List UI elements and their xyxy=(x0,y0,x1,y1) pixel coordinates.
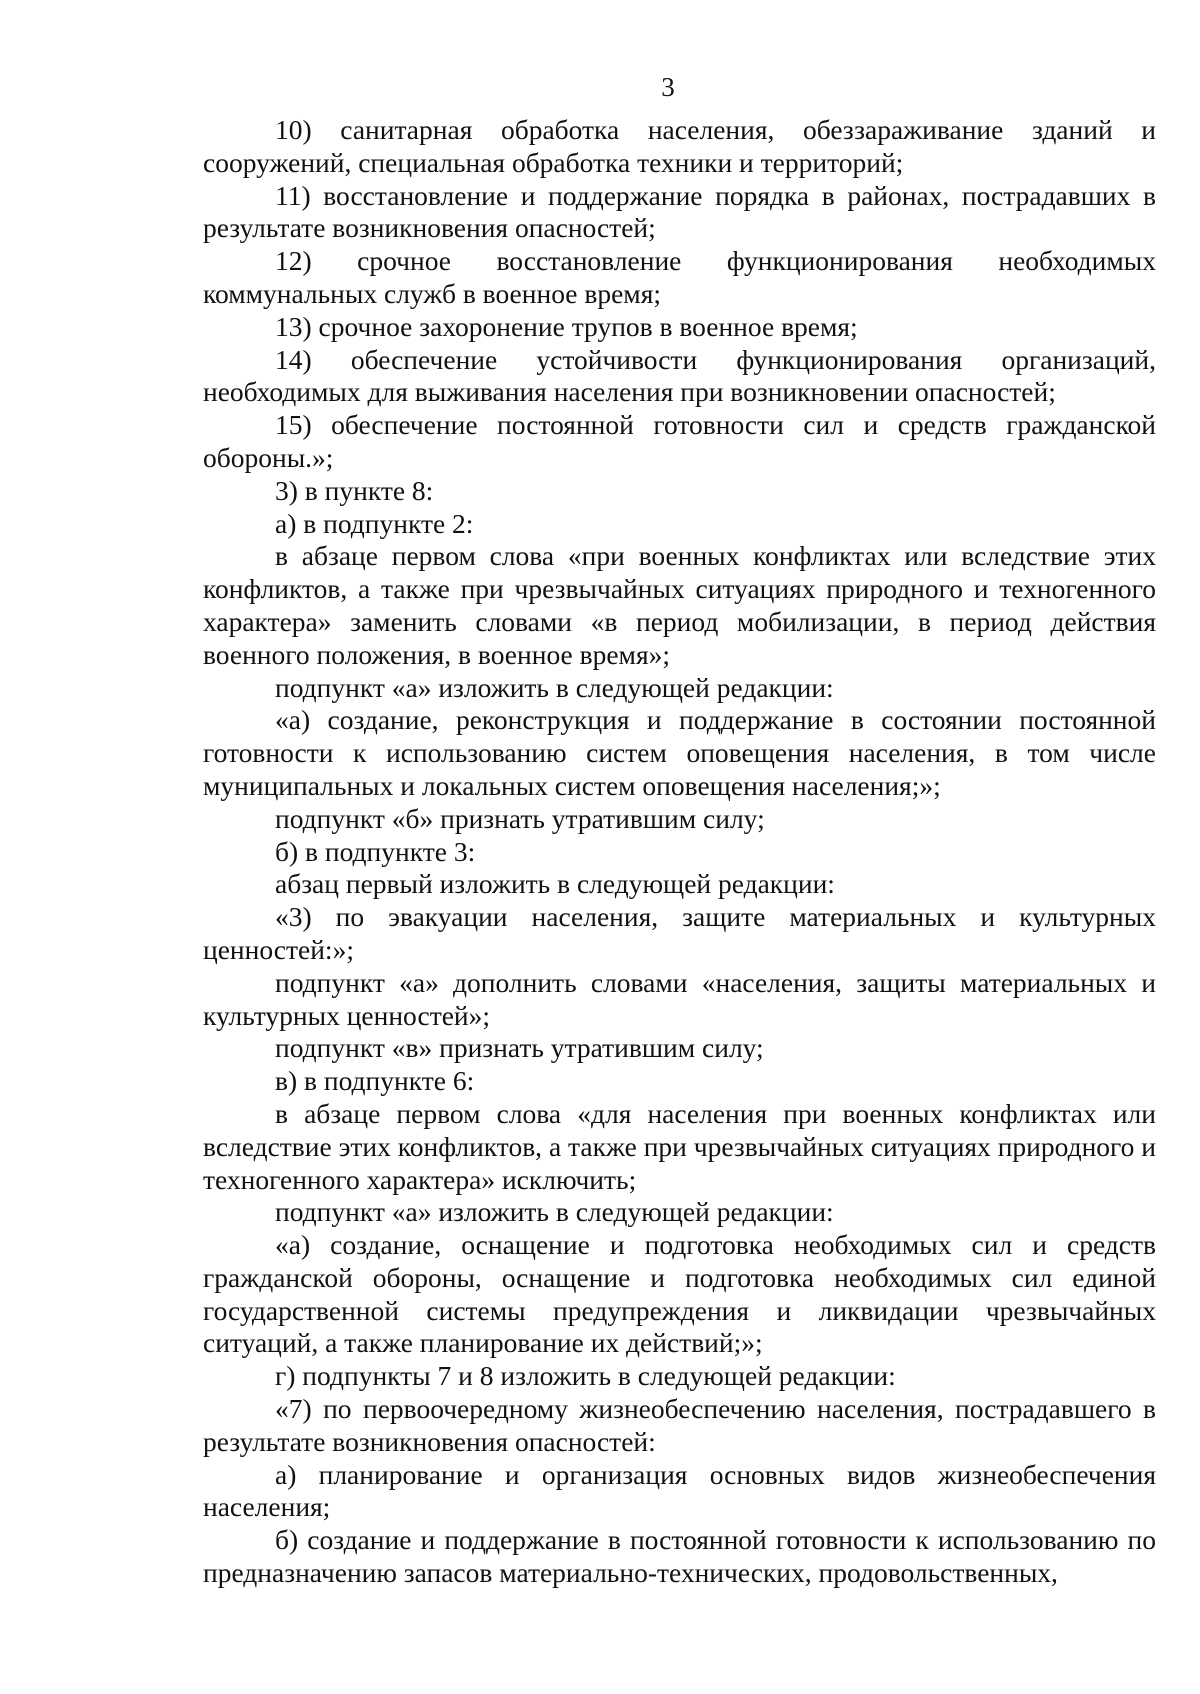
paragraph: «а) создание, оснащение и подготовка необходимых сил и средств гражданской обороны, оснащение и подготовка необходимых сил единой государственной системы предупреждения и ликвидации чрезвычайных ситуаций, а также планирование их действий;»; xyxy=(203,1229,1156,1359)
paragraph: а) в подпункте 2: xyxy=(275,507,474,539)
paragraph: подпункт «а» изложить в следующей редакции: xyxy=(275,671,834,703)
document-body xyxy=(203,114,1156,1590)
paragraph: в абзаце первом слова «при военных конфликтах или вследствие этих конфликтов, а также при чрезвычайных ситуациях природного и техногенного характера» заменить словами «в период мобилизации, в период действия военного положения, в военное время»; xyxy=(203,540,1156,670)
paragraph: в) в подпункте 6: xyxy=(275,1065,475,1097)
paragraph: подпункт «б» признать утратившим силу; xyxy=(275,802,765,834)
paragraph: «а) создание, реконструкция и поддержание в состоянии постоянной готовности к использованию систем оповещения населения, в том числе муниципальных и локальных систем оповещения населения;»; xyxy=(203,704,1156,801)
paragraph: 12) срочное восстановление функционирования необходимых коммунальных служб в военное время; xyxy=(203,245,1156,309)
paragraph: «3) по эвакуации населения, защите материальных и культурных ценностей:»; xyxy=(203,901,1156,965)
paragraph: подпункт «а» дополнить словами «населения, защиты материальных и культурных ценностей»; xyxy=(203,966,1156,1031)
paragraph: б) в подпункте 3: xyxy=(275,835,476,867)
paragraph: а) планирование и организация основных видов жизнеобеспечения населения; xyxy=(203,1458,1156,1523)
paragraph: 13) срочное захоронение трупов в военное время; xyxy=(275,310,858,342)
paragraph: 11) восстановление и поддержание порядка в районах, пострадавших в результате возникновения опасностей; xyxy=(203,179,1156,244)
paragraph: подпункт «в» признать утратившим силу; xyxy=(275,1032,764,1064)
paragraph: 15) обеспечение постоянной готовности сил и средств гражданской обороны.»; xyxy=(203,409,1156,473)
paragraph: подпункт «а» изложить в следующей редакции: xyxy=(275,1196,834,1228)
paragraph: «7) по первоочередному жизнеобеспечению населения, пострадавшего в результате возникновения опасностей: xyxy=(203,1393,1156,1457)
paragraph: 14) обеспечение устойчивости функционирования организаций, необходимых для выживания населения при возникновении опасностей; xyxy=(203,343,1156,408)
page-number: 3 xyxy=(661,72,675,102)
paragraph: г) подпункты 7 и 8 изложить в следующей редакции: xyxy=(275,1360,896,1392)
paragraph: абзац первый изложить в следующей редакции: xyxy=(275,868,835,900)
paragraph: в абзаце первом слова «для населения при военных конфликтах или вследствие этих конфликтов, а также при чрезвычайных ситуациях природного и техногенного характера» исключить; xyxy=(203,1097,1156,1195)
paragraph: б) создание и поддержание в постоянной готовности к использованию по предназначению запасов материально-технических, продовольственных, xyxy=(203,1524,1156,1589)
paragraph: 10) санитарная обработка населения, обеззараживание зданий и сооружений, специальная обработка техники и территорий; xyxy=(203,114,1156,178)
paragraph: 3) в пункте 8: xyxy=(275,474,434,506)
